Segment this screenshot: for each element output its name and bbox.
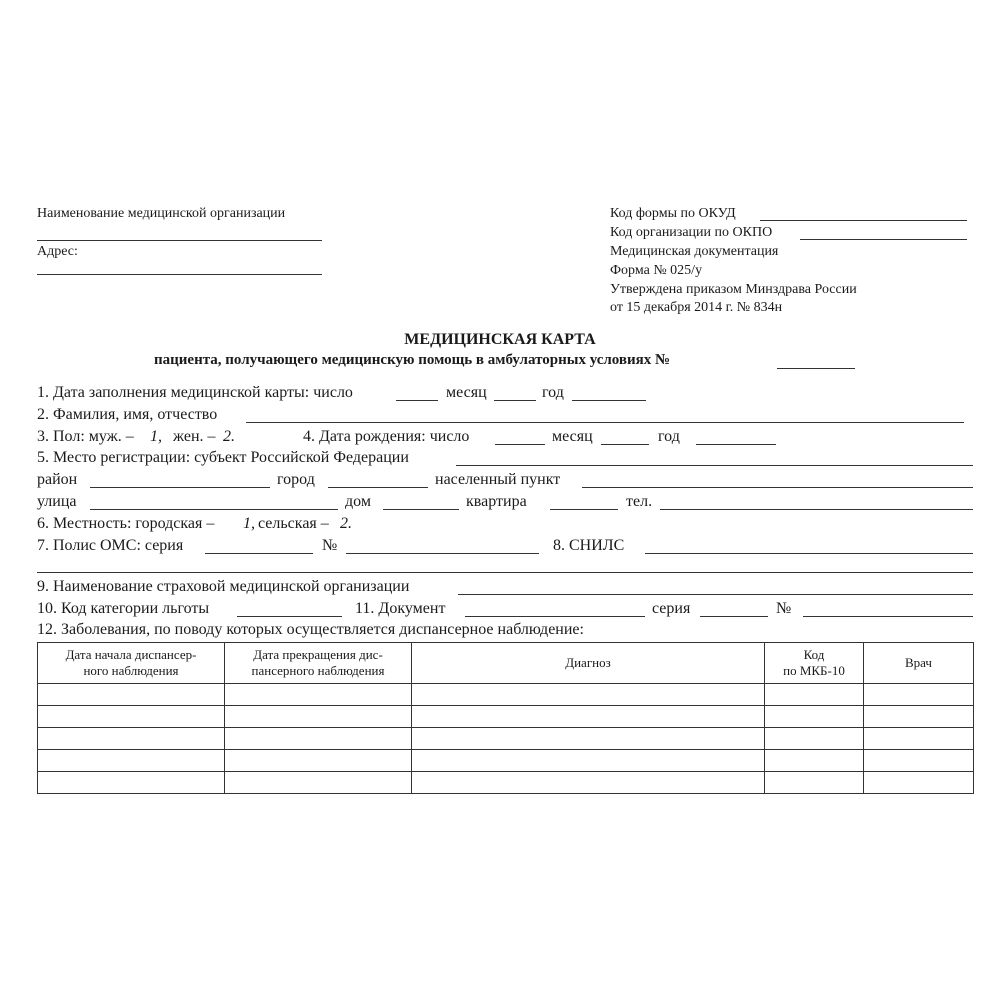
approved-date: от 15 декабря 2014 г. № 834н [610, 300, 783, 315]
start-date-cell[interactable] [38, 684, 225, 706]
col-start-date-header: Дата начала диспансер- ного наблюдения [38, 643, 225, 684]
col-doctor-header: Врач [864, 643, 974, 684]
benefit-code-label: 10. Код категории льготы [37, 600, 210, 617]
card-title: МЕДИЦИНСКАЯ КАРТА [404, 331, 596, 348]
table-row [38, 750, 974, 772]
document-number-line[interactable] [803, 616, 973, 617]
okud-label: Код формы по ОКУД [610, 206, 736, 221]
fill-date-year-line[interactable] [572, 400, 646, 401]
fill-date-year-label: год [542, 384, 564, 401]
okpo-label: Код организации по ОКПО [610, 225, 773, 240]
table-header-row [38, 643, 974, 684]
icd10-cell[interactable] [765, 750, 864, 772]
icd10-cell[interactable] [765, 772, 864, 794]
sex-female-label: жен. – [173, 428, 216, 445]
end-date-cell[interactable] [225, 684, 412, 706]
icd10-cell[interactable] [765, 728, 864, 750]
doctor-cell[interactable] [864, 772, 974, 794]
district-label: район [37, 471, 78, 488]
icd10-cell[interactable] [765, 684, 864, 706]
table-row [38, 706, 974, 728]
phone-label: тел. [626, 493, 653, 510]
document-line[interactable] [465, 616, 645, 617]
insurance-org-line[interactable] [458, 594, 973, 595]
end-date-cell[interactable] [225, 706, 412, 728]
document-label: 11. Документ [355, 600, 446, 617]
city-label: город [277, 471, 315, 488]
fill-date-day-line[interactable] [396, 400, 438, 401]
table-row [38, 684, 974, 706]
doc-type: Медицинская документация [610, 244, 779, 259]
end-date-cell[interactable] [225, 728, 412, 750]
col-diagnosis-header: Диагноз [412, 643, 765, 684]
start-date-cell[interactable] [38, 750, 225, 772]
org-name-line[interactable] [37, 240, 322, 241]
org-name-label: Наименование медицинской организации [37, 206, 286, 221]
region-line[interactable] [456, 465, 973, 466]
benefit-code-line[interactable] [237, 616, 342, 617]
registration-label: 5. Место регистрации: субъект Российской Федерации [37, 449, 409, 466]
birth-month-line[interactable] [601, 444, 649, 445]
locality-label: 6. Местность: городская – [37, 515, 215, 532]
birth-month-label: месяц [552, 428, 593, 445]
diagnosis-cell[interactable] [412, 684, 765, 706]
street-label: улица [37, 493, 77, 510]
address-line[interactable] [37, 274, 322, 275]
house-line[interactable] [383, 509, 459, 510]
col-end-date-header: Дата прекращения дис- пансерного наблюдения [225, 643, 412, 684]
house-label: дом [345, 493, 371, 510]
form-number: Форма № 025/у [610, 263, 703, 278]
document-series-line[interactable] [700, 616, 768, 617]
table-row [38, 772, 974, 794]
oms-number-line[interactable] [346, 553, 539, 554]
oms-series-line[interactable] [205, 553, 313, 554]
card-subtitle: пациента, получающего медицинскую помощь в амбулаторных условиях № [154, 352, 671, 368]
locality-rural-code: 2. [340, 515, 352, 532]
birth-date-label: 4. Дата рождения: число [303, 428, 470, 445]
okpo-line[interactable] [800, 239, 967, 240]
address-label: Адрес: [37, 244, 78, 259]
col-icd10-header: Код по МКБ-10 [765, 643, 864, 684]
doctor-cell[interactable] [864, 750, 974, 772]
fill-date-label: 1. Дата заполнения медицинской карты: число [37, 384, 353, 401]
fill-date-month-label: месяц [446, 384, 487, 401]
diagnosis-cell[interactable] [412, 728, 765, 750]
icd10-cell[interactable] [765, 706, 864, 728]
locality-rural-label: сельская – [258, 515, 329, 532]
birth-year-label: год [658, 428, 680, 445]
street-line[interactable] [90, 509, 338, 510]
doctor-cell[interactable] [864, 706, 974, 728]
apartment-line[interactable] [550, 509, 618, 510]
phone-line[interactable] [660, 509, 973, 510]
settlement-label: населенный пункт [435, 471, 561, 488]
table-row [38, 728, 974, 750]
approved-text: Утверждена приказом Минздрава России [610, 282, 857, 297]
diseases-label: 12. Заболевания, по поводу которых осуществляется диспансерное наблюдение: [37, 621, 584, 638]
fill-date-month-line[interactable] [494, 400, 536, 401]
birth-year-line[interactable] [696, 444, 776, 445]
sex-male-code: 1, [150, 428, 162, 445]
locality-urban-code: 1, [243, 515, 255, 532]
end-date-cell[interactable] [225, 772, 412, 794]
full-name-line[interactable] [246, 422, 964, 423]
snils-label: 8. СНИЛС [553, 537, 625, 554]
district-line[interactable] [90, 487, 270, 488]
dispensary-table [37, 642, 974, 794]
settlement-line[interactable] [582, 487, 973, 488]
oms-policy-label: 7. Полис ОМС: серия [37, 537, 184, 554]
start-date-cell[interactable] [38, 706, 225, 728]
full-name-label: 2. Фамилия, имя, отчество [37, 406, 218, 423]
diagnosis-cell[interactable] [412, 706, 765, 728]
extra-blank-line[interactable] [37, 572, 973, 573]
insurance-org-label: 9. Наименование страховой медицинской организации [37, 578, 410, 595]
start-date-cell[interactable] [38, 772, 225, 794]
start-date-cell[interactable] [38, 728, 225, 750]
document-series-label: серия [652, 600, 691, 617]
apartment-label: квартира [466, 493, 527, 510]
sex-label: 3. Пол: муж. – [37, 428, 134, 445]
oms-number-label: № [322, 537, 338, 554]
document-number-label: № [776, 600, 792, 617]
doctor-cell[interactable] [864, 684, 974, 706]
snils-line[interactable] [645, 553, 973, 554]
okud-line[interactable] [760, 220, 967, 221]
doctor-cell[interactable] [864, 728, 974, 750]
sex-female-code: 2. [223, 428, 235, 445]
diagnosis-cell[interactable] [412, 772, 765, 794]
end-date-cell[interactable] [225, 750, 412, 772]
city-line[interactable] [328, 487, 428, 488]
diagnosis-cell[interactable] [412, 750, 765, 772]
card-number-line[interactable] [777, 368, 855, 369]
birth-day-line[interactable] [495, 444, 545, 445]
